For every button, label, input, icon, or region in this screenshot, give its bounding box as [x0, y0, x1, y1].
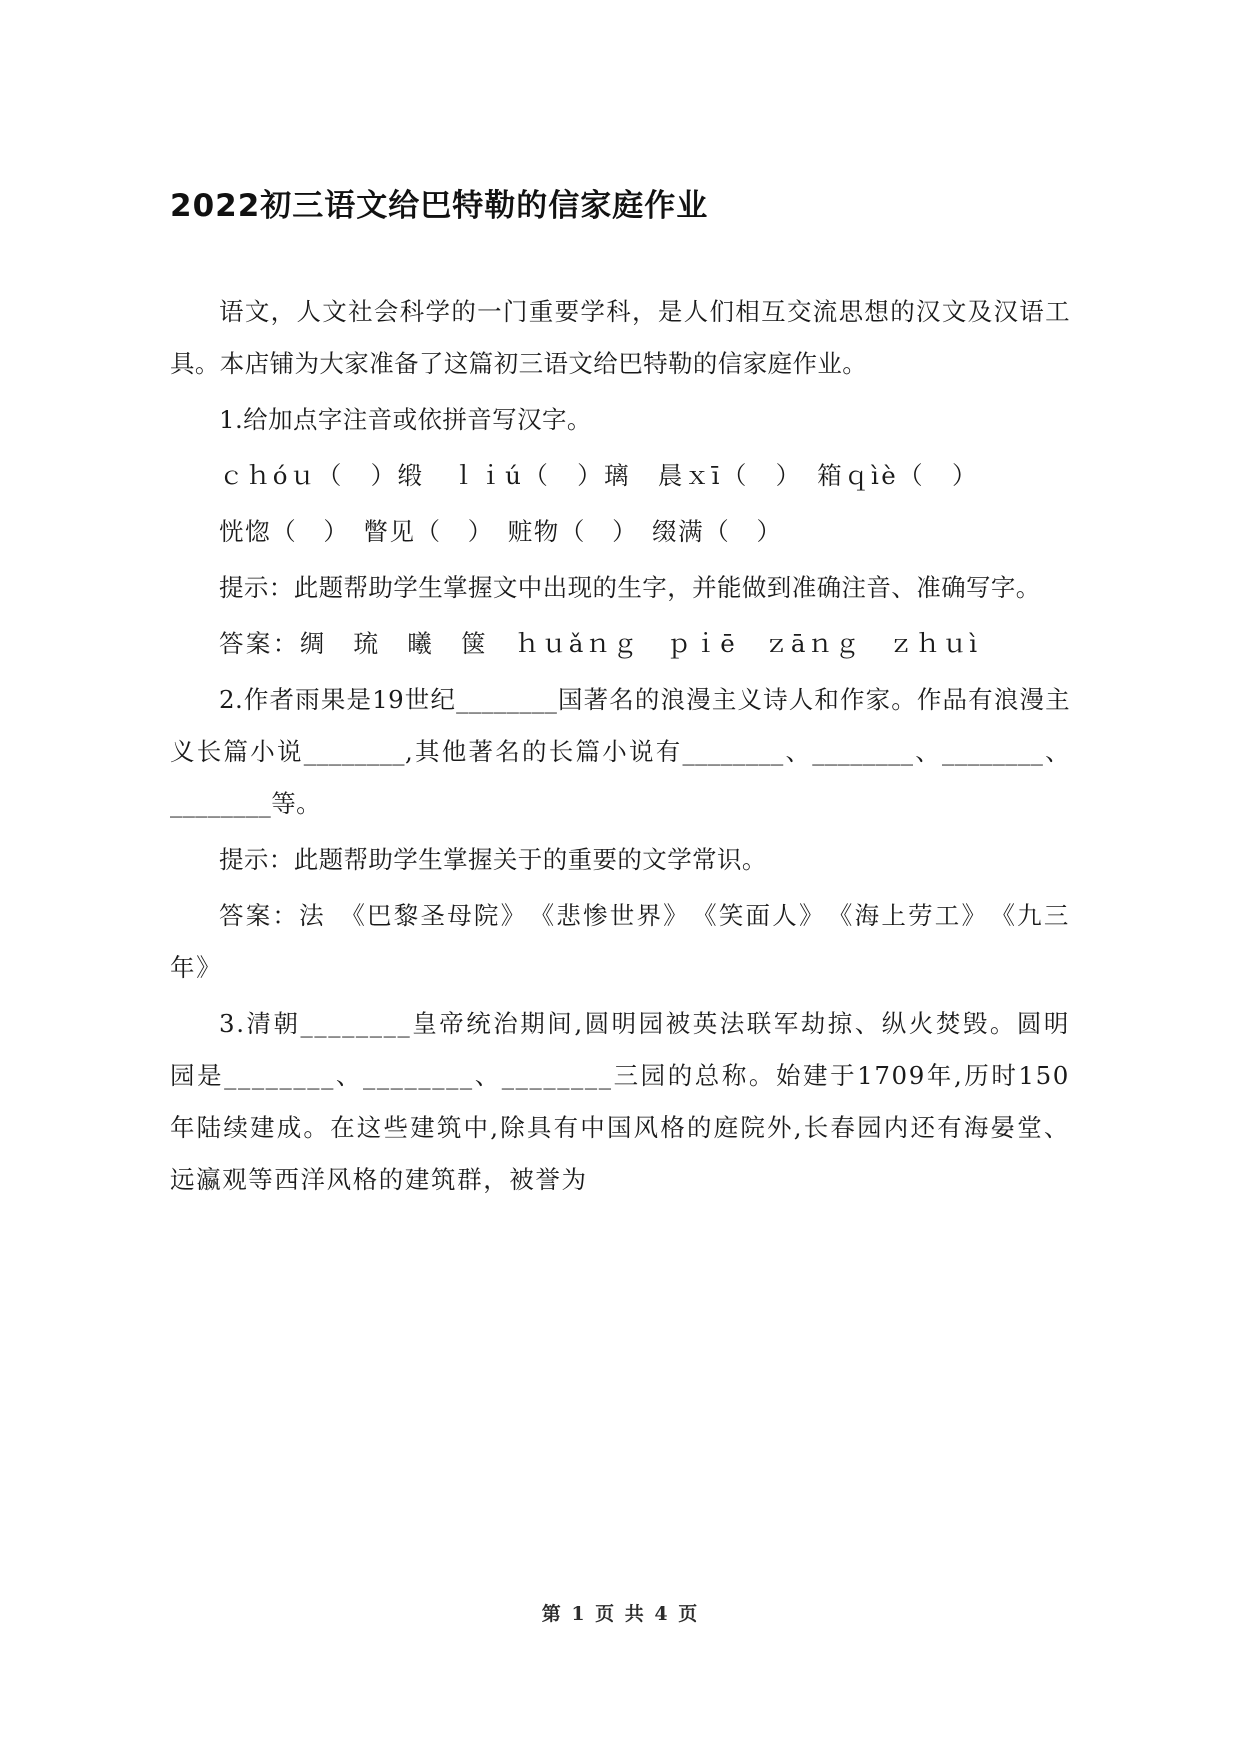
paragraph-intro: 语文，人文社会科学的一门重要学科，是人们相互交流思想的汉文及汉语工具。本店铺为大家准备了这篇初三语文给巴特勒的信家庭作业。 [170, 297, 1070, 379]
page-footer: 第 1 页 共 4 页 [541, 1603, 700, 1625]
document-body [170, 185, 1070, 1210]
page-title: 2022初三语文给巴特勒的信家庭作业 [170, 188, 709, 224]
paragraph-pinyin-line-2: 恍惚（ ） 瞥见（ ） 赃物（ ） 缀满（ ） [219, 517, 783, 547]
paragraph-question-2: 2.作者雨果是19世纪________国著名的浪漫主义诗人和作家。作品有浪漫主义长篇小说________,其他著名的长篇小说有________、________、________、________等。 [170, 685, 1070, 819]
paragraph-hint-1: 提示：此题帮助学生掌握文中出现的生字，并能做到准确注音、准确写字。 [219, 573, 1041, 603]
paragraph-question-3: 3.清朝________皇帝统治期间,圆明园被英法联军劫掠、纵火焚毁。圆明园是________、________、________三园的总称。始建于1709年,历时150年陆续建成。在这些建筑中,除具有中国风格的庭院外,长春园内还有海晏堂、远瀛观等西洋风格的建筑群，被誉为 [170, 1009, 1070, 1195]
paragraph-pinyin-line-1: ｃｈóｕ（ ）缎 ｌｉú（ ）璃 晨ｘī（ ） 箱ｑìè（ ） [219, 461, 979, 491]
paragraph-answer-2: 答案：法 《巴黎圣母院》 《悲惨世界》 《笑面人》 《海上劳工》 《九三年》 [170, 901, 1070, 983]
paragraph-hint-2: 提示：此题帮助学生掌握关于的重要的文学常识。 [219, 845, 767, 875]
paragraph-question-1: 1.给加点字注音或依拼音写汉字。 [219, 405, 592, 435]
paragraph-answer-1: 答案：绸 琉 曦 箧 ｈｕǎｎｇ ｐｉē ｚāｎｇ ｚｈｕì [219, 629, 980, 659]
